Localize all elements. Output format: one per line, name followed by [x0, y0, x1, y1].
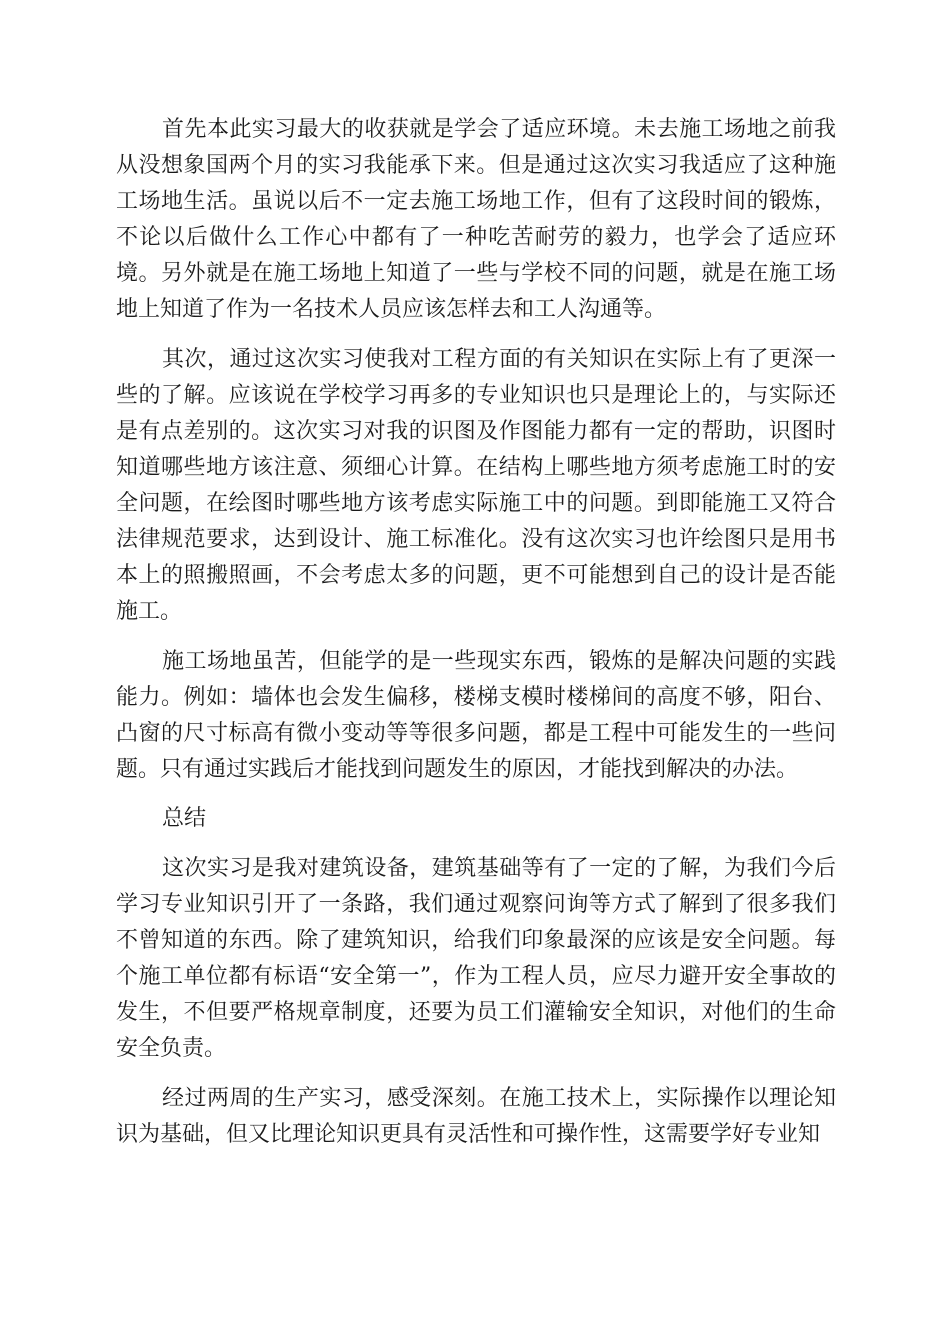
paragraph-summary-safety: 这次实习是我对建筑设备，建筑基础等有了一定的了解，为我们今后学习专业知识引开了一条路，我们通过观察问询等方式了解到了很多我们不曾知道的东西。除了建筑知识，给我们印象最深的应该是安全问题。每个施工单位都有标语“安全第一”，作为工程人员，应尽力避开安全事故的发生，不但要严格规章制度，还要为员工们灌输安全知识，对他们的生命安全负责。 [116, 856, 836, 1061]
paragraph-practical-ability: 施工场地虽苦，但能学的是一些现实东西，锻炼的是解决问题的实践能力。例如：墙体也会发生偏移，楼梯支模时楼梯间的高度不够，阳台、凸窗的尺寸标高有微小变动等等很多问题，都是工程中可能发生的一些问题。只有通过实践后才能找到问题发生的原因，才能找到解决的办法。 [116, 649, 836, 782]
document-page [116, 112, 836, 1153]
summary-heading: 总结 [162, 806, 207, 831]
paragraph-summary-reflection: 经过两周的生产实习，感受深刻。在施工技术上，实际操作以理论知识为基础，但又比理论知识更具有灵活性和可操作性，这需要学好专业知 [116, 1086, 836, 1147]
paragraph-engineering-knowledge: 其次，通过这次实习使我对工程方面的有关知识在实际上有了更深一些的了解。应该说在学校学习再多的专业知识也只是理论上的，与实际还是有点差别的。这次实习对我的识图及作图能力都有一定的帮助，识图时知道哪些地方该注意、须细心计算。在结构上哪些地方须考虑施工时的安全问题，在绘图时哪些地方该考虑实际施工中的问题。到即能施工又符合法律规范要求，达到设计、施工标准化。没有这次实习也许绘图只是用书本上的照搬照画，不会考虑太多的问题，更不可能想到自己的设计是否能施工。 [116, 347, 836, 624]
paragraph-adaptation: 首先本此实习最大的收获就是学会了适应环境。未去施工场地之前我从没想象国两个月的实习我能承下来。但是通过这次实习我适应了这种施工场地生活。虽说以后不一定去施工场地工作，但有了这段时间的锻炼，不论以后做什么工作心中都有了一种吃苦耐劳的毅力，也学会了适应环境。另外就是在施工场地上知道了一些与学校不同的问题，就是在施工场地上知道了作为一名技术人员应该怎样去和工人沟通等。 [116, 117, 836, 322]
